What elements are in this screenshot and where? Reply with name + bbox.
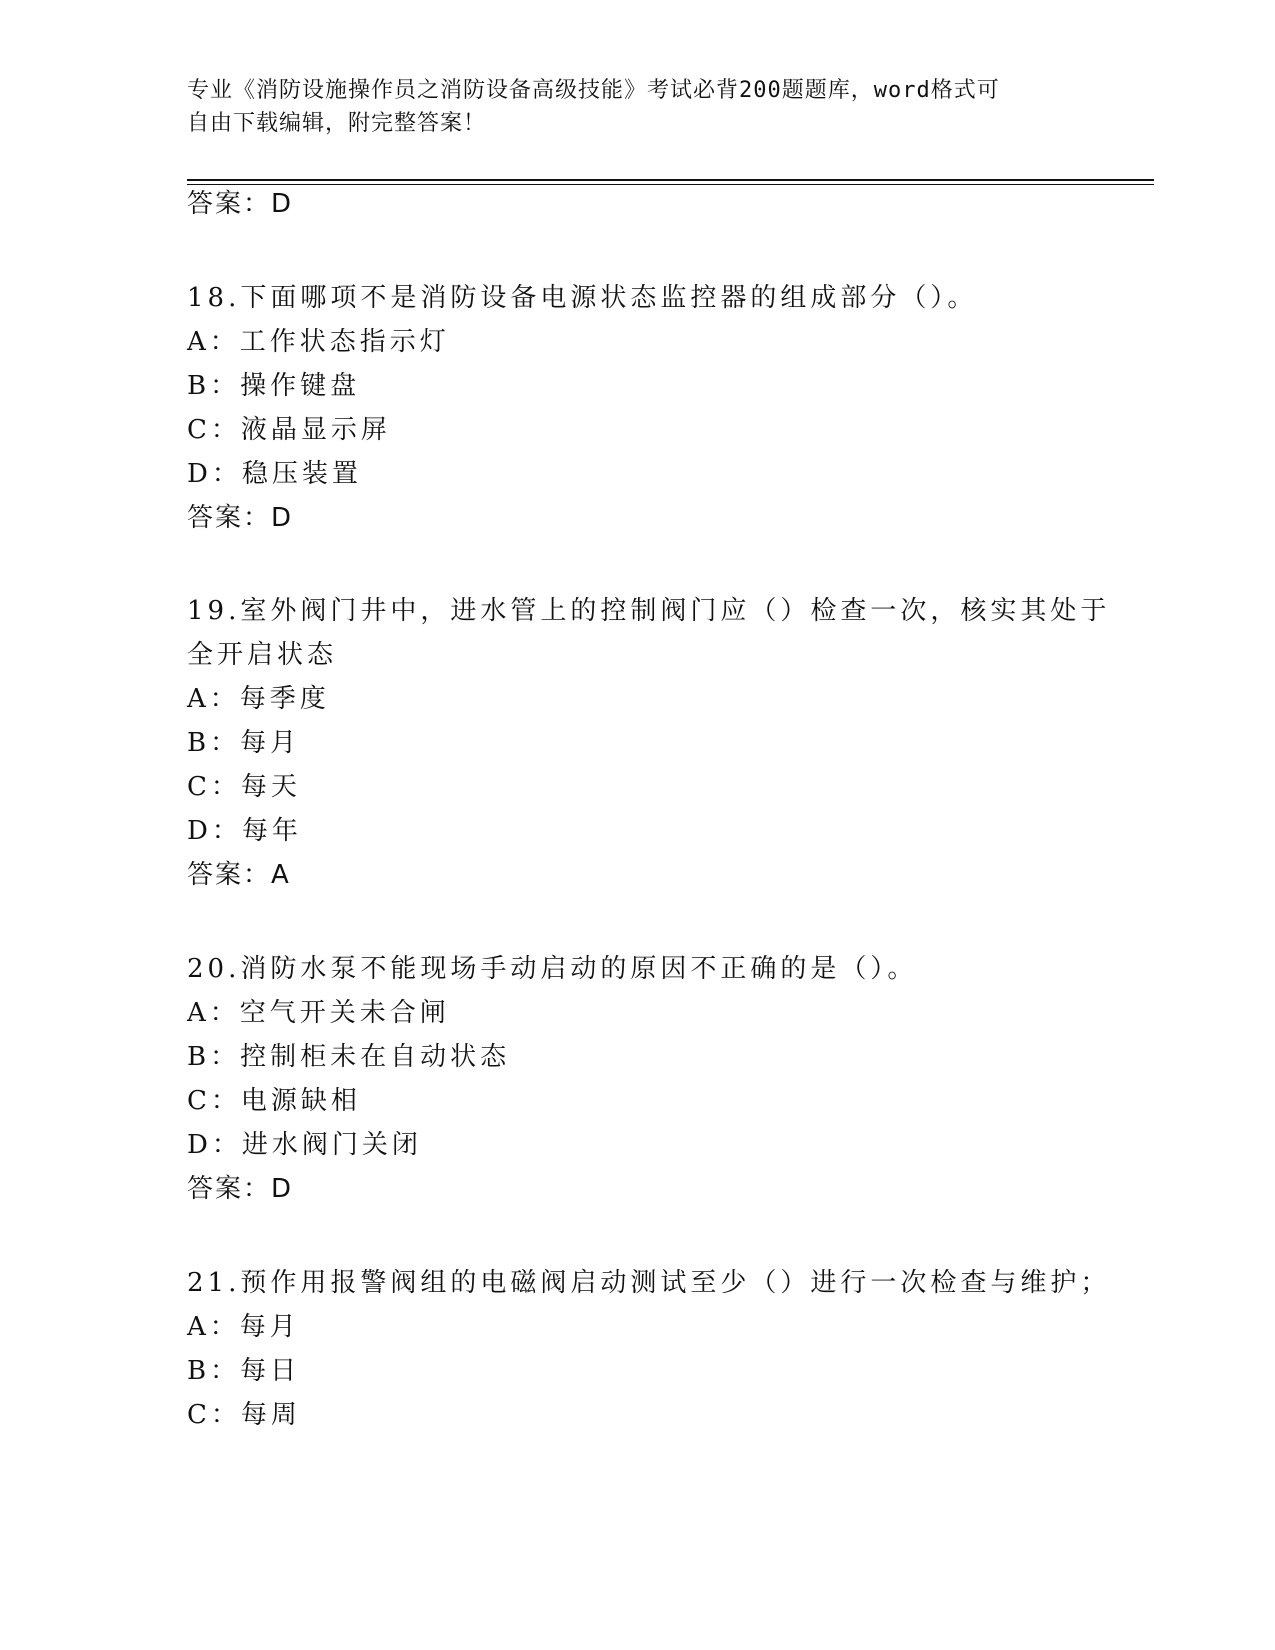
question-21-option-a: A：每月 [187,1312,300,1342]
question-19-option-d: D：每年 [187,816,302,846]
question-20-option-a: A：空气开关未合闸 [187,998,450,1028]
question-19-stem-line-2: 全开启状态 [187,640,338,670]
question-18-stem: 18.下面哪项不是消防设备电源状态监控器的组成部分（）。 [187,283,978,313]
question-20-option-d: D：进水阀门关闭 [187,1130,422,1160]
question-18-option-d: D：稳压装置 [187,459,362,489]
question-21-option-c: C：每周 [187,1400,301,1430]
question-19-option-c: C：每天 [187,772,301,802]
question-18-option-b: B：操作键盘 [187,371,361,401]
answer-19: 答案：A [187,860,291,890]
question-19-option-b: B：每月 [187,728,301,758]
question-21-option-b: B：每日 [187,1356,301,1386]
question-20-option-b: B：控制柜未在自动状态 [187,1042,511,1072]
answer-20: 答案：D [187,1174,294,1204]
question-18-option-a: A：工作状态指示灯 [187,327,450,357]
answer-18: 答案：D [187,503,294,533]
header-divider-thick [187,179,1154,181]
question-21-stem: 21.预作用报警阀组的电磁阀启动测试至少（）进行一次检查与维护； [187,1268,1111,1298]
document-header [187,74,1067,140]
question-19-stem-line-1: 19.室外阀门井中，进水管上的控制阀门应（）检查一次，核实其处于 [187,596,1111,626]
question-20-option-c: C：电源缺相 [187,1086,361,1116]
question-20-stem: 20.消防水泵不能现场手动启动的原因不正确的是（）。 [187,954,918,984]
header-line-2: 自由下载编辑，附完整答案！ [187,111,487,136]
header-divider-thin [187,184,1154,185]
question-18-option-c: C：液晶显示屏 [187,415,391,445]
question-19-option-a: A：每季度 [187,684,330,714]
header-line-1: 专业《消防设施操作员之消防设备高级技能》考试必背200题题库，word格式可 [187,78,1000,103]
answer-17: 答案：D [187,189,294,219]
